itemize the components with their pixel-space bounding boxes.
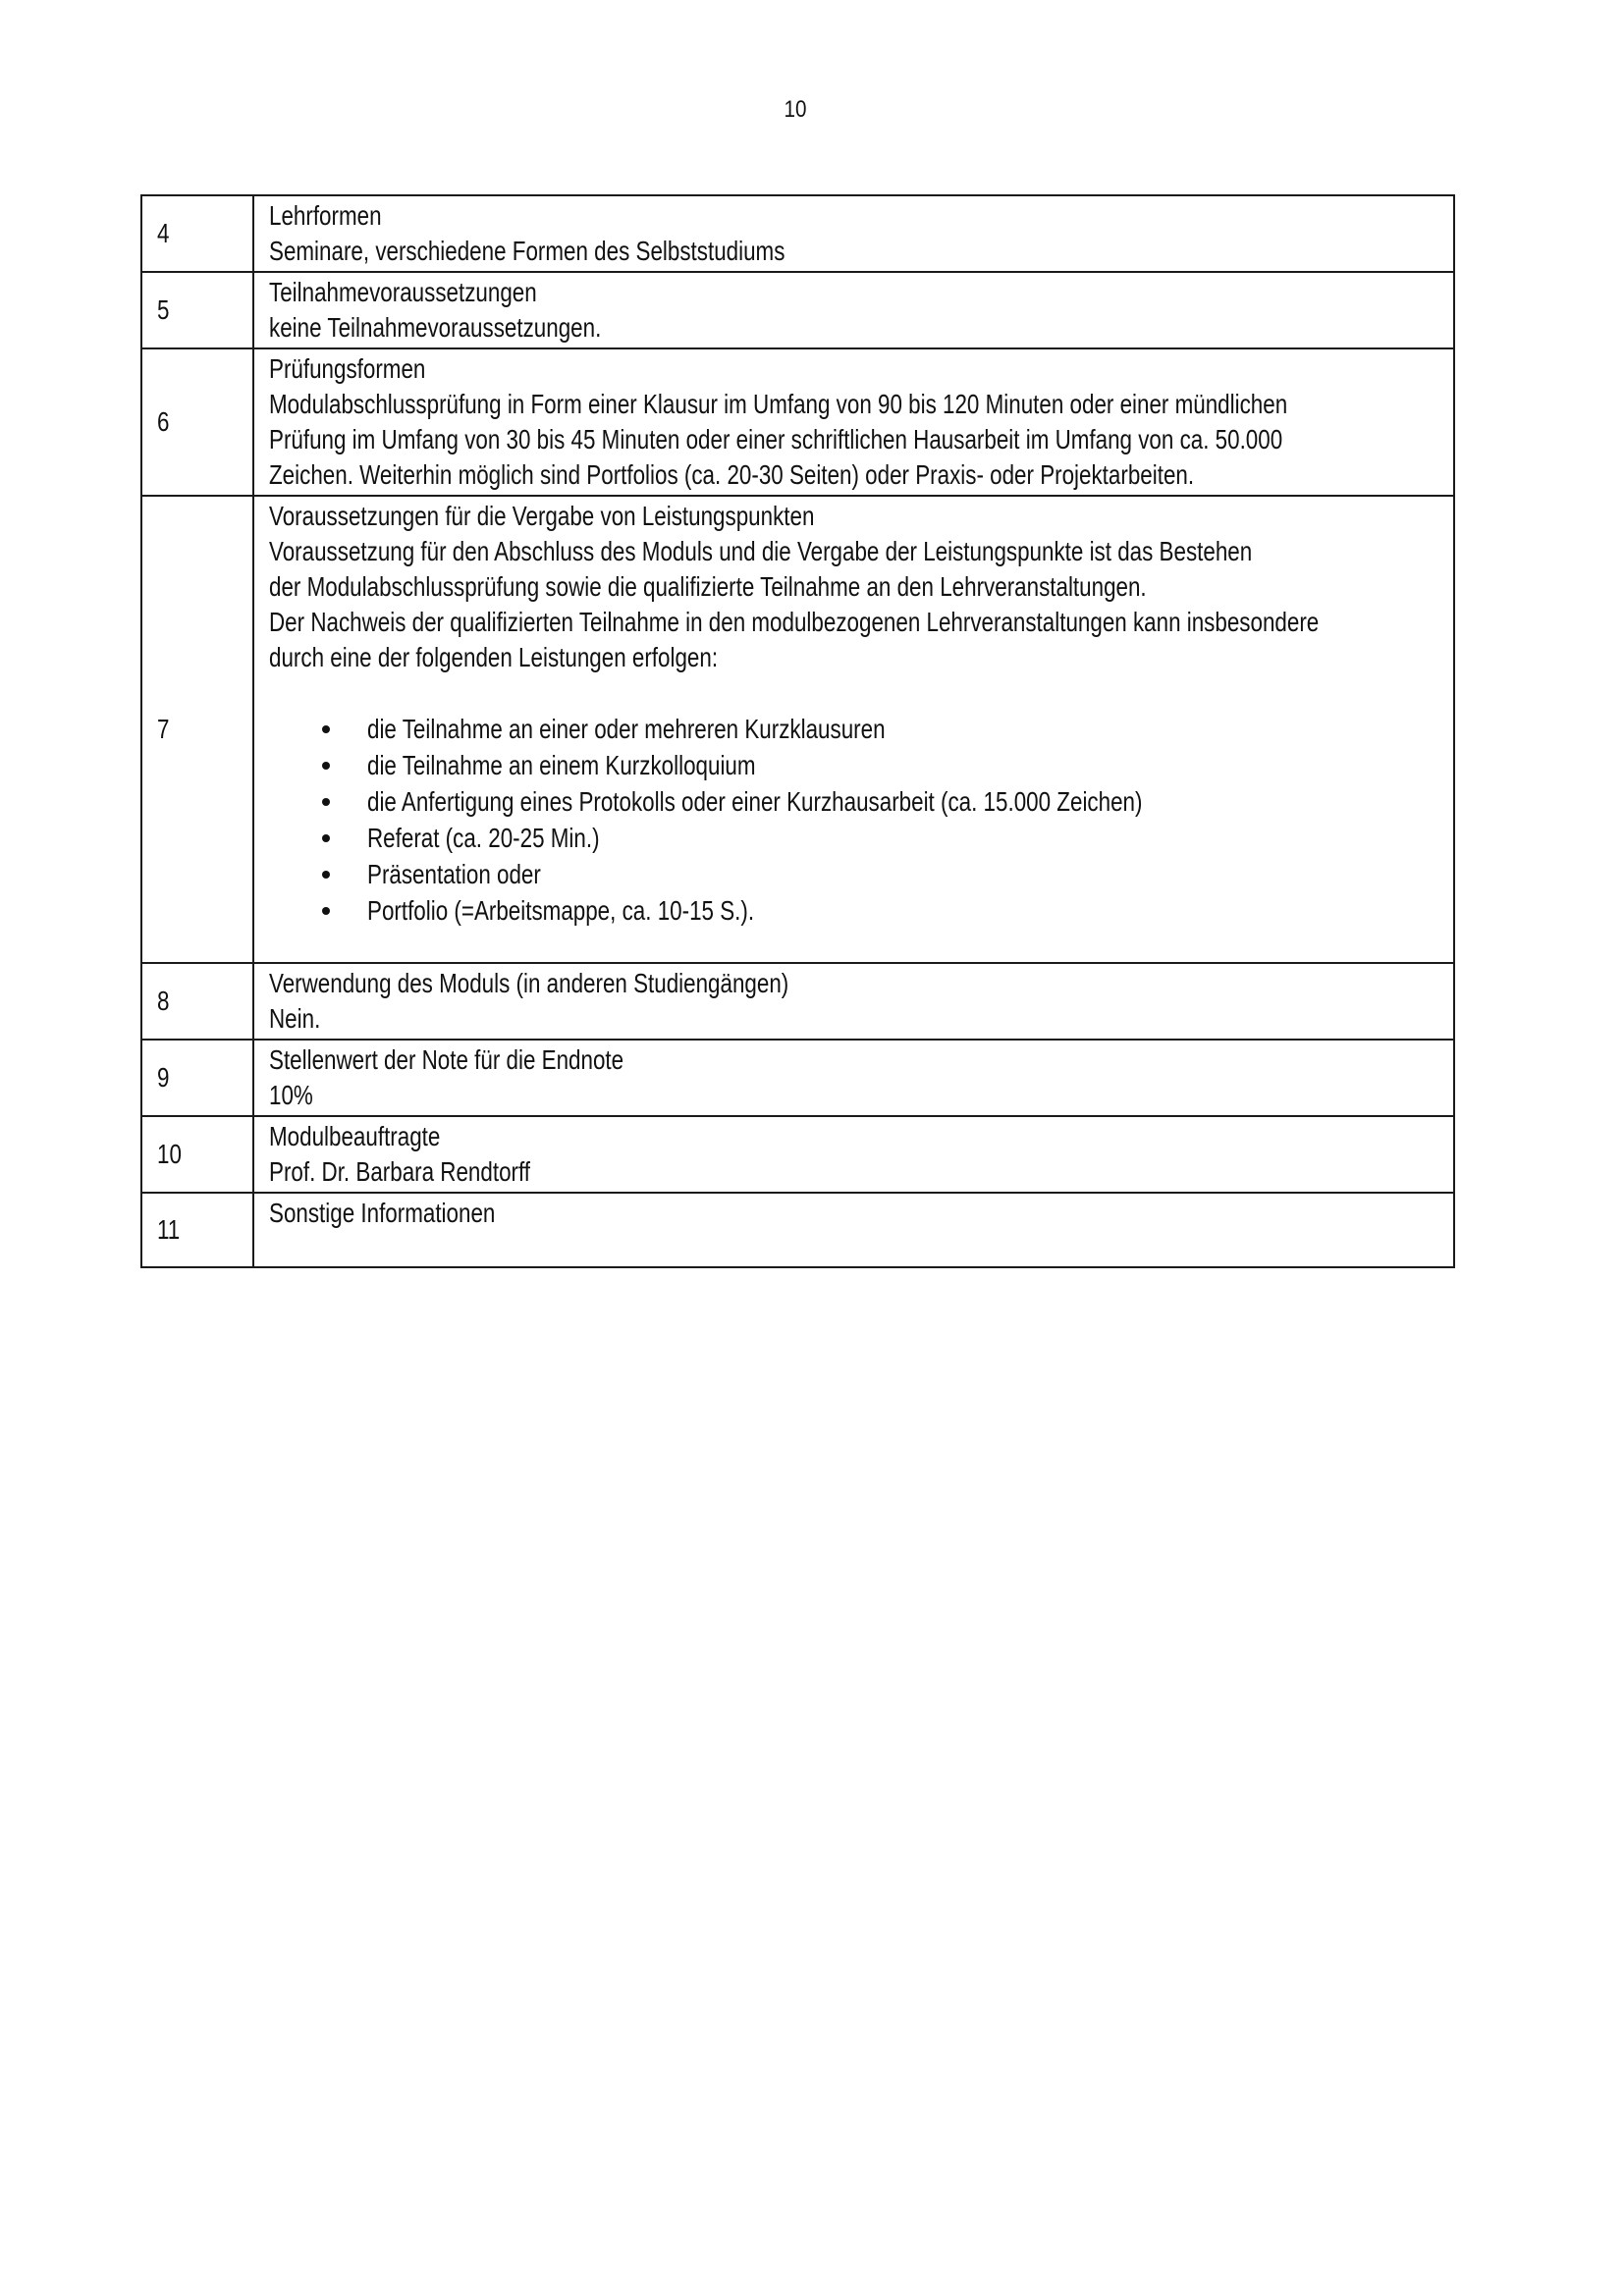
row-text: Seminare, verschiedene Formen des Selbststudiums <box>269 236 785 266</box>
row-heading: Modulbeauftragte <box>269 1121 441 1151</box>
row-content <box>253 348 1454 496</box>
row-content <box>253 1040 1454 1116</box>
row-text: Zeichen. Weiterhin möglich sind Portfolios (ca. 20-30 Seiten) oder Praxis- oder Projektarbeiten. <box>269 459 1195 490</box>
row-text: Modulabschlussprüfung in Form einer Klausur im Umfang von 90 bis 120 Minuten oder einer mündlichen <box>269 389 1288 419</box>
bullet-icon <box>322 871 330 879</box>
list-item: die Teilnahme an einem Kurzkolloquium <box>322 747 1439 783</box>
row-heading: Teilnahmevoraussetzungen <box>269 277 537 307</box>
row-heading: Voraussetzungen für die Vergabe von Leistungspunkten <box>269 501 815 531</box>
bullet-icon <box>322 725 330 733</box>
row-content <box>253 195 1454 272</box>
row-number: 6 <box>141 348 253 496</box>
bullet-icon <box>322 907 330 915</box>
row-text: 10% <box>269 1080 313 1110</box>
row-heading: Lehrformen <box>269 200 382 231</box>
row-text: Der Nachweis der qualifizierten Teilnahme in den modulbezogenen Lehrveranstaltungen kann insbesondere <box>269 607 1320 637</box>
row-heading: Stellenwert der Note für die Endnote <box>269 1044 624 1075</box>
table-row <box>141 1116 1454 1193</box>
row-text: Nein. <box>269 1003 321 1034</box>
list-item: Portfolio (=Arbeitsmappe, ca. 10-15 S.). <box>322 892 1439 929</box>
row-heading: Verwendung des Moduls (in anderen Studiengängen) <box>269 968 789 998</box>
row-content <box>253 1116 1454 1193</box>
row-number: 7 <box>141 496 253 963</box>
row-text: Prüfung im Umfang von 30 bis 45 Minuten oder einer schriftlichen Hausarbeit im Umfang von ca. 50.000 <box>269 424 1283 454</box>
row-heading: Prüfungsformen <box>269 353 426 384</box>
table-row <box>141 1193 1454 1267</box>
row-text: durch eine der folgenden Leistungen erfolgen: <box>269 642 719 672</box>
list-item: die Teilnahme an einer oder mehreren Kurzklausuren <box>322 711 1439 747</box>
row-content <box>253 496 1454 963</box>
row-content <box>253 272 1454 348</box>
bullet-icon <box>322 834 330 842</box>
row-content <box>253 963 1454 1040</box>
module-table <box>140 194 1455 1268</box>
bullet-icon <box>322 798 330 806</box>
list-item: Referat (ca. 20-25 Min.) <box>322 820 1439 856</box>
table-row <box>141 348 1454 496</box>
row-text: Voraussetzung für den Abschluss des Moduls und die Vergabe der Leistungspunkte ist das Bestehen <box>269 536 1253 566</box>
list-item: die Anfertigung eines Protokolls oder einer Kurzhausarbeit (ca. 15.000 Zeichen) <box>322 783 1439 820</box>
row-heading: Sonstige Informationen <box>269 1198 496 1228</box>
bullet-icon <box>322 762 330 770</box>
row-number: 10 <box>141 1116 253 1193</box>
bullet-list <box>269 711 1439 929</box>
table-row <box>141 496 1454 963</box>
row-content <box>253 1193 1454 1267</box>
table-row <box>141 1040 1454 1116</box>
page-number: 10 <box>784 96 807 123</box>
row-number: 8 <box>141 963 253 1040</box>
row-text: der Modulabschlussprüfung sowie die qualifizierte Teilnahme an den Lehrveranstaltungen. <box>269 571 1147 602</box>
list-item: Präsentation oder <box>322 856 1439 892</box>
row-text: Prof. Dr. Barbara Rendtorff <box>269 1156 531 1187</box>
table-row <box>141 272 1454 348</box>
table-row <box>141 963 1454 1040</box>
row-number: 11 <box>141 1193 253 1267</box>
row-text: keine Teilnahmevoraussetzungen. <box>269 312 602 343</box>
table-row <box>141 195 1454 272</box>
row-number: 4 <box>141 195 253 272</box>
row-number: 9 <box>141 1040 253 1116</box>
row-number: 5 <box>141 272 253 348</box>
